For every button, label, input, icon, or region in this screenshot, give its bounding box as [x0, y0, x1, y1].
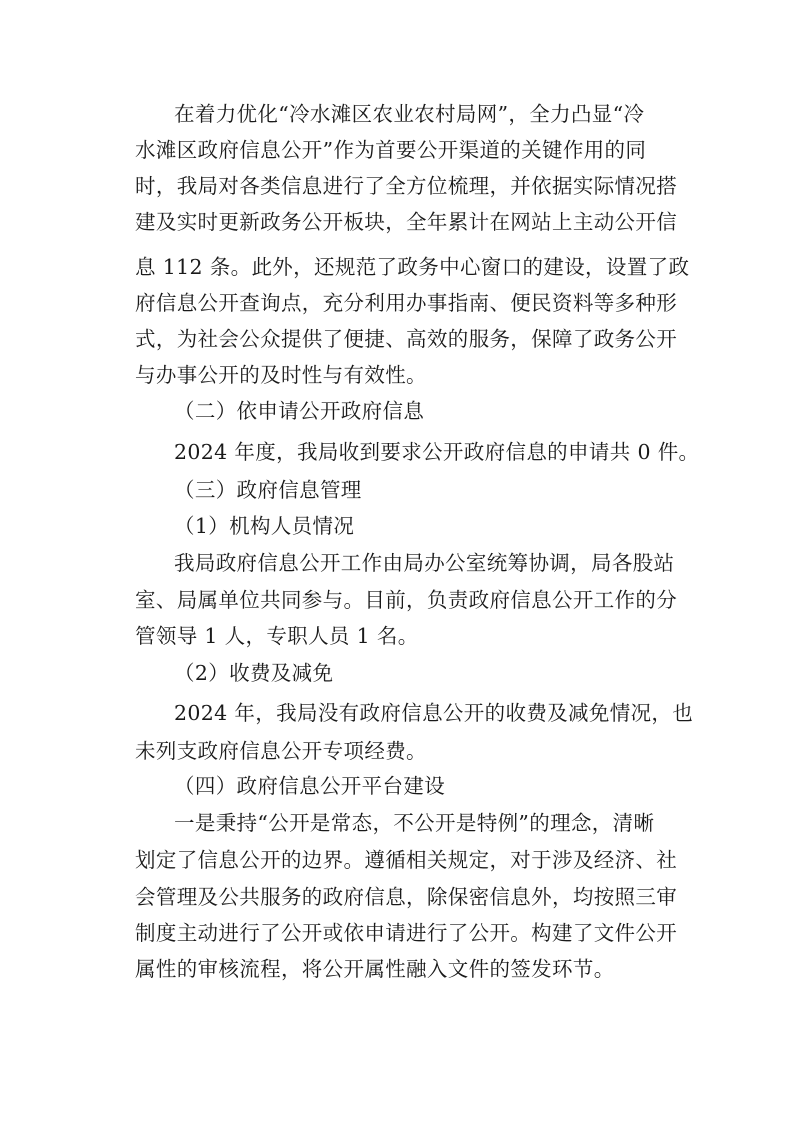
section-heading: （三）政府信息管理 [174, 478, 362, 502]
body-line: 在着力优化“冷水滩区农业农村局网”，全力凸显“冷 [174, 102, 645, 126]
body-line: 建及实时更新政务公开板块，全年累计在网站上主动公开信 [135, 210, 678, 234]
body-line: 划定了信息公开的边界。遵循相关规定，对于涉及经济、社 [135, 848, 678, 872]
body-line: 府信息公开查询点，充分利用办事指南、便民资料等多种形 [135, 291, 678, 315]
body-line: 与办事公开的及时性与有效性。 [135, 363, 427, 387]
body-line: 水滩区政府信息公开”作为首要公开渠道的关键作用的同 [135, 138, 647, 162]
body-line: 2024 年，我局没有政府信息公开的收费及减免情况，也 [174, 701, 694, 725]
body-line: 会管理及公共服务的政府信息，除保密信息外，均按照三审 [135, 885, 678, 909]
body-line: 息 112 条。此外，还规范了政务中心窗口的建设，设置了政 [135, 255, 690, 279]
body-line: 一是秉持“公开是常态，不公开是特例”的理念，清晰 [174, 811, 655, 835]
body-line: 我局政府信息公开工作由局办公室统筹协调，局各股站 [174, 551, 675, 575]
section-heading: （二）依申请公开政府信息 [174, 399, 425, 423]
body-line: 属性的审核流程，将公开属性融入文件的签发环节。 [135, 957, 615, 981]
body-line: 式，为社会公众提供了便捷、高效的服务，保障了政务公开 [135, 327, 678, 351]
section-heading: （四）政府信息公开平台建设 [174, 774, 446, 798]
subsection-heading: （1）机构人员情况 [174, 514, 355, 538]
body-line: 制度主动进行了公开或依申请进行了公开。构建了文件公开 [135, 921, 678, 945]
body-line: 未列支政府信息公开专项经费。 [135, 739, 427, 763]
body-line: 管领导 1 人，专职人员 1 名。 [135, 624, 419, 648]
body-line: 2024 年度，我局收到要求公开政府信息的申请共 0 件。 [174, 440, 700, 464]
subsection-heading: （2）收费及减免 [174, 661, 334, 685]
body-line: 时，我局对各类信息进行了全方位梳理，并依据实际情况搭 [135, 174, 678, 198]
body-line: 室、局属单位共同参与。目前，负责政府信息公开工作的分 [135, 588, 678, 612]
